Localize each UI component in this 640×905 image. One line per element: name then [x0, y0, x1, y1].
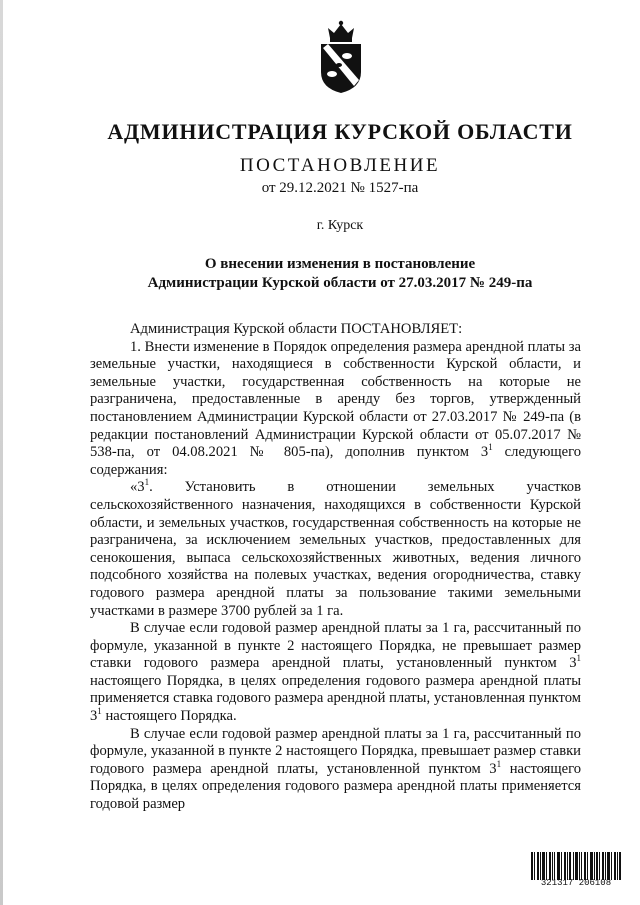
- barcode-number: 321317 206108: [540, 878, 612, 888]
- p2-text-b: . Установить в отношении земельных участков сельскохозяйственного назначения, находящихся в собственности Курской области, и земельных участков, государственная собственность на которые не разграничена, за исключением земельных участков, предоставленных для сенокошения, выпаса сельскохозяйственных животных, ведения личного подсобного хозяйства на полевых участках, ведения огородничества, ставку годового размера арендной платы за пользование такими земельными участками в размере 3700 рублей за 1 га.: [90, 479, 581, 619]
- p3-text-c: настоящего Порядка.: [101, 708, 237, 725]
- subject-line-2: Администрации Курской области от 27.03.2017 № 249-па: [147, 275, 533, 291]
- paragraph-4: [90, 726, 581, 814]
- subject-line-1: О внесении изменения в постановление: [204, 256, 476, 272]
- p3-text-b: настоящего Порядка, в целях определения годового размера арендной платы применяется ставка годового размера арендной платы, установленная пунктом 3: [90, 672, 581, 725]
- intro-paragraph: Администрация Курской области ПОСТАНОВЛЯЕТ:: [130, 321, 463, 337]
- paragraph-2: [90, 479, 581, 620]
- p3-superscript-1: 1: [576, 653, 581, 664]
- p4-superscript: 1: [496, 758, 502, 769]
- p1-superscript: 1: [488, 442, 493, 453]
- document-type: ПОСТАНОВЛЕНИЕ: [239, 155, 441, 176]
- p2-text-a: «3: [130, 479, 145, 496]
- document-subject: [0, 255, 640, 293]
- organization-title: АДМИНИСТРАЦИЯ КУРСКОЙ ОБЛАСТИ: [107, 119, 573, 144]
- document-date-number: от 29.12.2021 № 1527-па: [261, 180, 419, 196]
- paragraph-1: [90, 339, 581, 480]
- coat-of-arms-emblem: [318, 20, 364, 94]
- document-body: [90, 321, 581, 814]
- p1-text-b: следующего содержания:: [90, 444, 581, 478]
- p1-text-a: 1. Внести изменение в Порядок определения размера арендной платы за земельные участки, находящиеся в собственности Курской области, и земельные участки, государственная собственность на которые не разграничена, предоставленные в аренду без торгов, утвержденный постановлением Администрации Курской области от 27.03.2017 № 249-па (в редакции постановлений Администрации Курской области от 05.07.2017 № 538-па, от 04.08.2021 № 805-па), дополнив пунктом 3: [90, 338, 581, 461]
- barcode: [531, 852, 621, 880]
- p4-text-a: В случае если годовой размер арендной платы за 1 га, рассчитанный по формуле, указанной в пункте 2 настоящего Порядка, превышает размер ставки годового размера арендной платы, установленной пунктом 3: [90, 725, 581, 777]
- paragraph-3: [90, 620, 581, 726]
- document-city: г. Курск: [316, 218, 364, 233]
- p3-superscript-2: 1: [97, 706, 102, 717]
- p3-text-a: В случае если годовой размер арендной платы за 1 га, рассчитанный по формуле, указанной в пункте 2 настоящего Порядка, не превышает размер ставки годового размера арендной платы, установленный пунктом 3: [90, 620, 581, 672]
- p4-text-b: настоящего Порядка, в целях определения годового размера арендной платы применяется годовой размер: [90, 760, 582, 813]
- p2-superscript: 1: [144, 477, 150, 488]
